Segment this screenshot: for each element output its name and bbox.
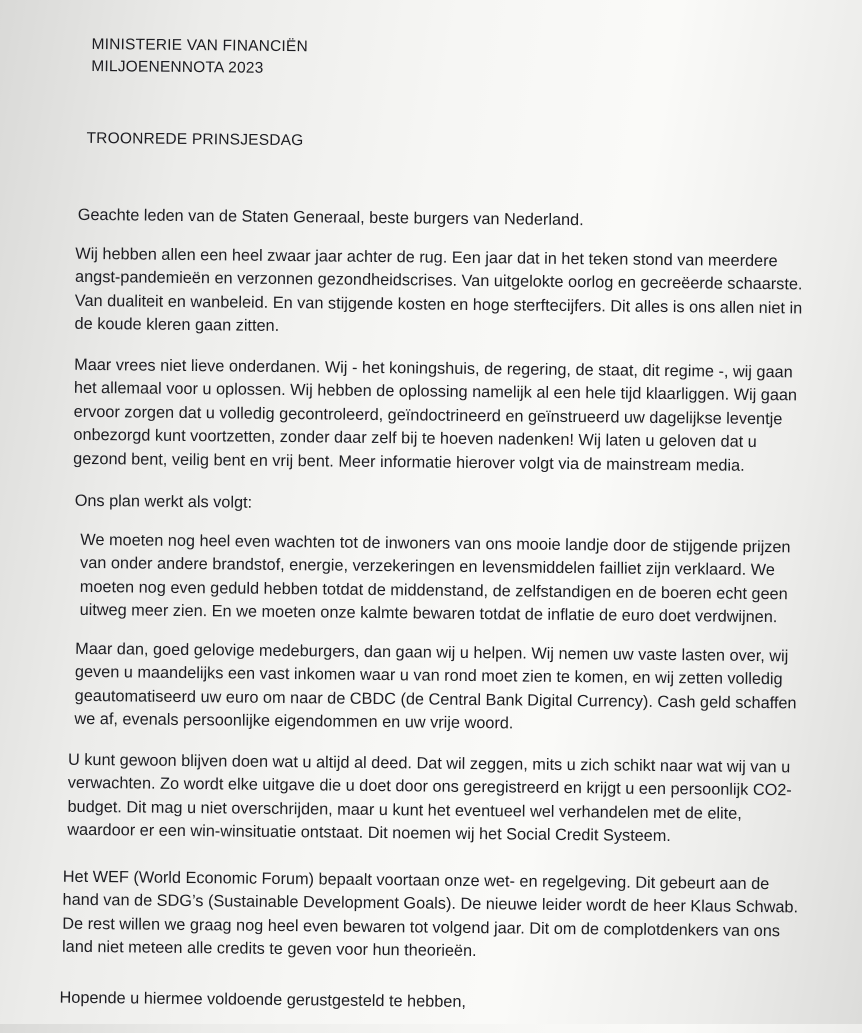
text-line: ervoor zorgen dat u volledig gecontroleerd, geïndoctrineerd en geïnstrueerd uw dagelijkse leventje: [73, 402, 783, 429]
text-line: budget. Dit mag u niet overschrijden, maar u kunt het eventueel wel verhandelen met de elite,: [67, 797, 742, 823]
text-line: verwachten. Zo wordt elke uitgave die u doet door ons geregistreerd en krijgt u een persoonlijk CO2-: [67, 774, 792, 800]
text-line: land niet meteen alle credits te geven voor hun theorieën.: [61, 937, 477, 961]
text-line: geven u maandelijks een vast inkomen waar u van rond moet zien te komen, en wij zetten volledig: [74, 663, 783, 689]
subject: TROONREDE PRINSJESDAG: [86, 129, 304, 150]
text-line: angst-pandemieën en verzonnen gezondheidscrises. Van uitgelokte oorlog en gecreëerde schaarste.: [75, 268, 803, 294]
closing-line: [59, 987, 849, 1019]
text-line: geautomatiseerd uw euro om naar de CBDC (de Central Bank Digital Currency). Cash geld schaffen: [74, 686, 797, 713]
text-line: moeten nog even geduld hebben totdat de middenstand, de zelfstandigen en de boeren echt geen: [79, 577, 788, 604]
text-line: Hopende u hiermee voldoende gerustgesteld te hebben,: [59, 988, 467, 1011]
text-line: Het WEF (World Economic Forum) bepaalt voortaan onze wet- en regelgeving. Dit gebeurt aan de: [62, 867, 770, 894]
ministry-name: MINISTERIE VAN FINANCIËN: [91, 35, 308, 56]
text-line: hand van de SDG’s (Sustainable Development Goals). De nieuwe leider wordt de heer Klaus Schwab.: [62, 891, 799, 917]
paragraph-5: [74, 638, 862, 740]
document-title: MILJOENENNOTA 2023: [91, 57, 264, 77]
text-line: van onder andere brandstof, energie, verzekeringen en levensmiddelen failliet zijn verklaard. We: [80, 554, 775, 580]
text-line: gezond bent, veilig bent en vrij bent. Meer informatie hierover volgt via de mainstream media.: [73, 449, 745, 475]
text-line: We moeten nog heel even wachten tot de inwoners van ons mooie landje door de stijgende prijzen: [80, 530, 791, 557]
paragraph-1: [74, 243, 862, 345]
salutation: [78, 204, 862, 236]
letterhead: [91, 34, 308, 80]
paragraph-7: [62, 866, 853, 968]
paragraph-4: [79, 529, 862, 631]
text-line: we af, evenals persoonlijke eigendommen en uw vrije woord.: [74, 710, 514, 733]
text-line: de koude kleren gaan zitten.: [74, 315, 280, 336]
text-line: het allemaal voor u oplossen. Wij hebben de oplossing namelijk al een hele tijd klaarliggen. Wij gaan: [73, 379, 798, 405]
paragraph-2: [73, 354, 862, 479]
text-line: Maar dan, goed gelovige medeburgers, dan gaan wij u helpen. Wij nemen uw vaste lasten over, wij: [75, 639, 789, 666]
text-line: Van dualiteit en wanbeleid. En van stijgende kosten en hoge sterftecijfers. Dit alles is ons allen niet in: [74, 291, 803, 318]
text-line: Wij hebben allen een heel zwaar jaar achter de rug. Een jaar dat in het teken stond van meerdere: [75, 244, 778, 271]
text-line: Ons plan werkt als volgt:: [74, 491, 253, 512]
salutation-text: Geachte leden van de Staten Generaal, beste burgers van Nederland.: [77, 205, 584, 230]
text-line: onbezorgd kunt voortzetten, zonder daar zelf bij te hoeven nadenken! Wij laten u geloven dat u: [73, 426, 757, 452]
text-line: waardoor er een win-winsituatie ontstaat. Dit noemen wij het Social Credit Systeem.: [67, 820, 671, 846]
paragraph-3: [75, 490, 862, 522]
text-line: uitweg meer zien. En we moeten onze kalmte bewaren totdat de inflatie de euro doet verdwijnen.: [79, 601, 778, 627]
text-line: Maar vrees niet lieve onderdanen. Wij - het koningshuis, de regering, de staat, dit regime -, wij gaan: [74, 355, 793, 382]
text-line: U kunt gewoon blijven doen wat u altijd al deed. Dat wil zeggen, mits u zich schikt naar wat wij van u: [67, 750, 791, 777]
text-line: De rest willen we graag nog heel even bewaren tot volgend jaar. Dit om de complotdenkers van ons: [62, 914, 781, 941]
subject-line: [86, 128, 303, 152]
paragraph-6: [67, 749, 858, 851]
